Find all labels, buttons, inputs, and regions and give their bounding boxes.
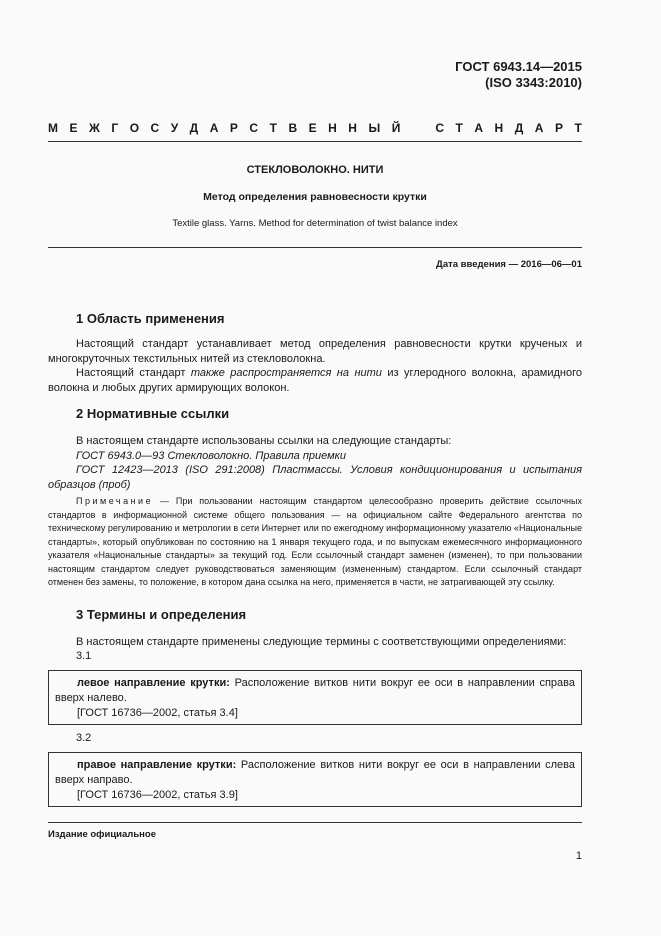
gost-designation — [455, 59, 582, 91]
banner-letter: А — [209, 121, 219, 135]
term-name: правое направление крутки: — [77, 759, 237, 771]
banner-letter: Ы — [368, 121, 381, 135]
title-rule — [48, 247, 582, 248]
introduction-date: Дата введения — 2016—06—01 — [436, 259, 582, 270]
reference-1 — [48, 449, 582, 464]
section-1-paragraph-1: Настоящий стандарт устанавливает метод определения равновесности крутки крученых и многокруточных текстильных нитей из стекловолокна. — [48, 338, 582, 365]
term-definition — [55, 758, 575, 788]
banner-letter: Й — [391, 121, 401, 135]
section-1-heading: 1 Область применения — [76, 311, 225, 326]
banner-letter: Н — [494, 121, 504, 135]
definition-text: Расположение витков нити вокруг ее оси в направлении справа вверх налево. — [55, 677, 575, 704]
banner-letter: В — [288, 121, 298, 135]
banner-letter: А — [534, 121, 544, 135]
term-box-1 — [48, 670, 582, 725]
page-number: 1 — [575, 850, 582, 862]
term-box-2 — [48, 752, 582, 807]
banner-gap — [412, 121, 424, 135]
section-3-heading: 3 Термины и определения — [76, 607, 247, 622]
banner-letter: Р — [554, 121, 563, 135]
gost-number: ГОСТ 6943.14—2015 — [455, 59, 582, 74]
definition-text: Расположение витков нити вокруг ее оси в направлении слева вверх направо. — [55, 759, 575, 786]
english-title: Textile glass. Yarns. Method for determination of twist balance index — [172, 218, 458, 229]
banner-letter: Т — [574, 121, 582, 135]
footer-rule — [48, 822, 582, 823]
section-2-paragraph-1: В настоящем стандарте использованы ссылки на следующие стандарты: — [76, 435, 452, 447]
banner-letter: С — [249, 121, 259, 135]
header-rule — [48, 141, 582, 142]
banner-letter: Д — [189, 121, 199, 135]
term-source: [ГОСТ 16736—2002, статья 3.9] — [77, 789, 238, 801]
banner-letter: О — [129, 121, 140, 135]
term-name: левое направление крутки: — [77, 677, 230, 689]
banner-letter: М — [48, 121, 58, 135]
banner-letter: Н — [328, 121, 337, 135]
iso-number: (ISO 3343:2010) — [485, 75, 582, 90]
official-edition-label: Издание официальное — [48, 829, 156, 840]
note-label: Примечание — [76, 496, 154, 506]
term-number: 3.1 — [76, 650, 92, 662]
banner-letter: Е — [308, 121, 317, 135]
note-text: — При пользовании настоящим стандартом целесообразно проверить действие ссылочных стандартов в информационной системе общего пользования — на официальном сайте Федерального агентства по техническому регулированию и метрологии в сети Интернет или по ежегодному информационному указателю «Национальные стандарты», который опубликован по состоянию на 1 января текущего года, и по выпускам ежемесячного информационного указателя «Национальные стандарты» за текущий год. Если ссылочный стандарт заменен (изменен), то при пользовании настоящим стандартом следует руководствоваться заменяющим (измененным) стандартом. Если ссылочный стандарт отменен без замены, то положение, в котором дана ссылка на него, применяется в части, не затрагивающей эту ссылку. — [48, 496, 582, 587]
banner-letter: Г — [111, 121, 119, 135]
banner-letter: Ж — [89, 121, 100, 135]
banner-letter: У — [170, 121, 179, 135]
term-definition — [55, 676, 575, 706]
banner-letter: Д — [514, 121, 524, 135]
document-title: СТЕКЛОВОЛОКНО. НИТИ — [246, 164, 384, 176]
reference-text: ГОСТ 12423—2013 (ISO 291:2008) Пластмассы. Условия кондиционирования и испытания образцов (проб) — [48, 464, 582, 491]
banner-letter: Е — [69, 121, 78, 135]
term-number: 3.2 — [76, 732, 92, 744]
banner-letter: Т — [455, 121, 463, 135]
term-source: [ГОСТ 16736—2002, статья 3.4] — [77, 707, 238, 719]
banner-letter: А — [474, 121, 484, 135]
document-subtitle: Метод определения равновесности крутки — [203, 191, 427, 203]
section-3-paragraph-1: В настоящем стандарте применены следующие термины с соответствующими определениями: — [76, 636, 567, 648]
italic-run: также распространяется на нити — [190, 367, 382, 379]
text-run: из углеродного волокна, арамидного волокна и любых других армирующих волокон. — [48, 367, 582, 394]
banner-letter: Р — [229, 121, 238, 135]
banner-letter: С — [435, 121, 445, 135]
banner-letter: С — [150, 121, 160, 135]
reference-2 — [48, 463, 582, 493]
section-2-note — [48, 495, 582, 590]
reference-text: ГОСТ 6943.0—93 Стекловолокно. Правила приемки — [76, 450, 346, 462]
banner-letter: Т — [269, 121, 277, 135]
section-2-heading: 2 Нормативные ссылки — [76, 406, 230, 421]
section-1-paragraph-2 — [48, 366, 582, 396]
banner-letter: Н — [348, 121, 357, 135]
interstate-standard-banner — [48, 121, 582, 135]
text-run: Настоящий стандарт — [76, 367, 191, 379]
